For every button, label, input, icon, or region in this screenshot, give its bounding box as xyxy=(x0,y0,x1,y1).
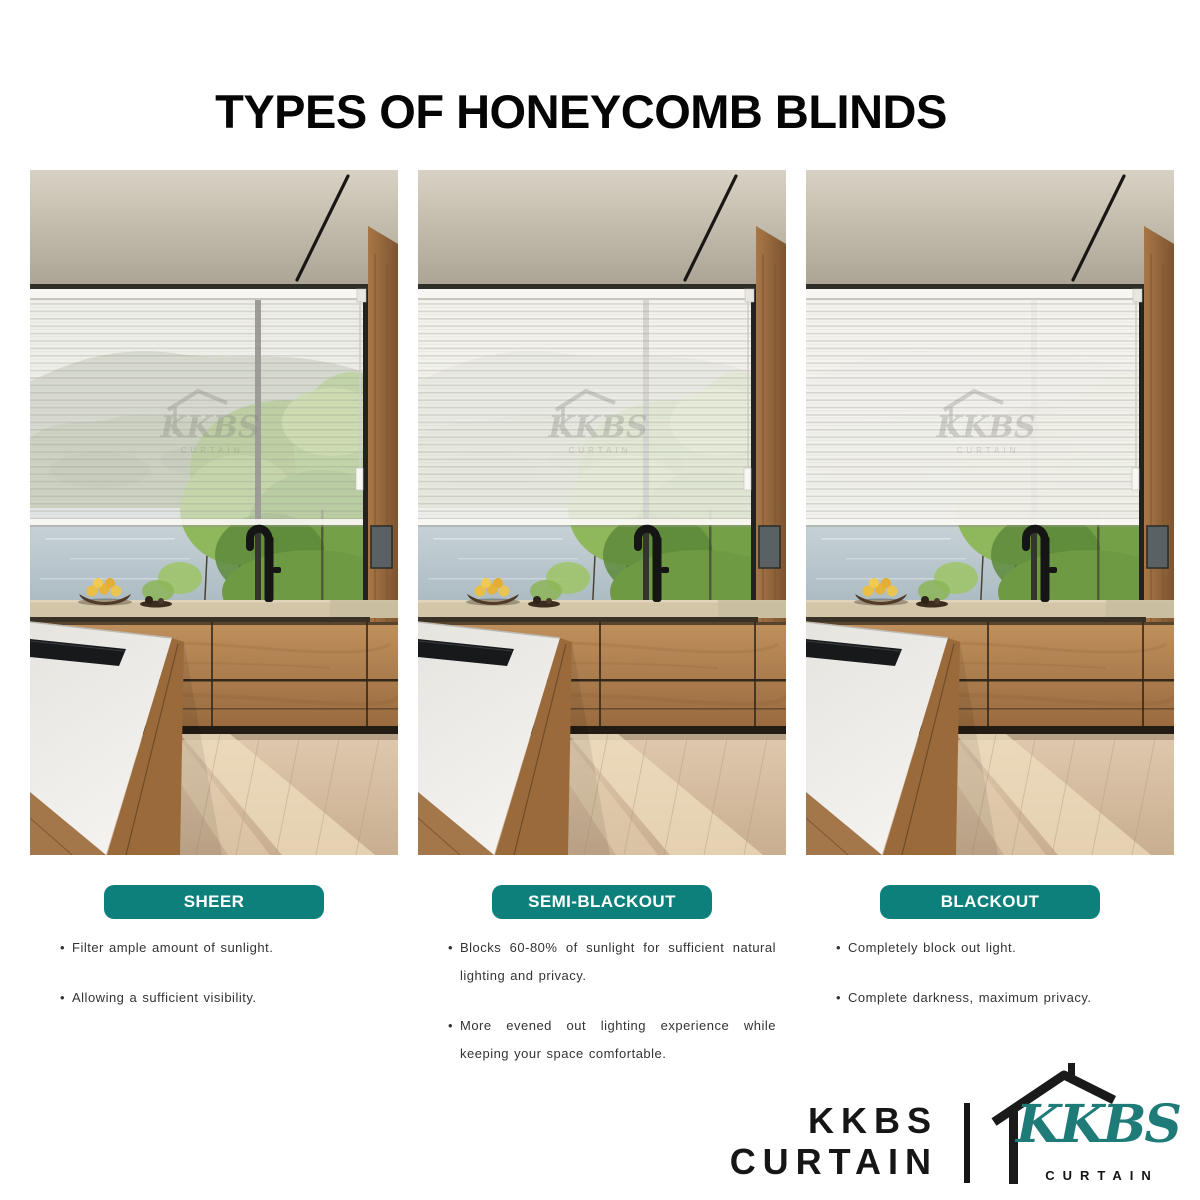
sheer-label-button[interactable]: SHEER xyxy=(104,885,324,919)
ceiling xyxy=(30,170,398,287)
logo-brand-text: KKBS xyxy=(1016,1094,1180,1155)
wordmark-line2: CURTAIN xyxy=(729,1141,938,1182)
svg-text:CURTAIN: CURTAIN xyxy=(956,446,1020,455)
svg-text:CURTAIN: CURTAIN xyxy=(568,446,632,455)
blind-wand xyxy=(1132,468,1139,490)
sheer-bullets xyxy=(60,934,388,1034)
honeycomb-blind xyxy=(30,289,366,527)
panel-blackout xyxy=(806,170,1174,1090)
wordmark-line1: KKBS xyxy=(807,1100,938,1141)
photo-semi-blackout-blind xyxy=(418,170,786,855)
brand-wordmark xyxy=(660,1100,938,1182)
kkbs-house-logo xyxy=(982,1060,1187,1194)
honeycomb-blind xyxy=(418,289,754,527)
photo-blackout-blind xyxy=(806,170,1174,855)
svg-text:KKBS: KKBS xyxy=(160,410,260,445)
kitchen-photo-illustration xyxy=(30,170,398,855)
bullet-item: • Filter ample amount of sunlight. xyxy=(60,934,388,962)
ceiling xyxy=(418,170,786,287)
logo-divider xyxy=(964,1103,970,1183)
bullet-item: • Blocks 60-80% of sunlight for sufficient natural lighting and privacy. xyxy=(448,934,776,990)
photo-sheer-blind xyxy=(30,170,398,855)
panel-semi-blackout xyxy=(418,170,786,1090)
panel-sheer xyxy=(30,170,398,1090)
panels-row xyxy=(30,170,1174,1090)
blackout-label-button[interactable]: BLACKOUT xyxy=(880,885,1100,919)
wood-column xyxy=(1144,226,1174,640)
kitchen-photo-illustration xyxy=(806,170,1174,855)
svg-text:KKBS: KKBS xyxy=(548,410,648,445)
wood-column xyxy=(368,226,398,640)
semi-blackout-bullets xyxy=(448,934,776,1090)
kitchen-photo-illustration xyxy=(418,170,786,855)
bullet-item: • More evened out lighting experience while keeping your space comfortable. xyxy=(448,1012,776,1068)
chimney-icon xyxy=(1068,1063,1075,1080)
svg-text:KKBS: KKBS xyxy=(936,410,1036,445)
page-title: TYPES OF HONEYCOMB BLINDS xyxy=(215,85,947,139)
semi-blackout-label-button[interactable]: SEMI-BLACKOUT xyxy=(492,885,712,919)
blackout-bullets xyxy=(836,934,1164,1034)
bullet-item: • Completely block out light. xyxy=(836,934,1164,962)
honeycomb-blind xyxy=(806,289,1142,527)
bullet-item: • Allowing a sufficient visibility. xyxy=(60,984,388,1012)
blind-wand xyxy=(744,468,751,490)
blind-wand xyxy=(356,468,363,490)
logo-sub-text: CURTAIN xyxy=(1045,1168,1159,1183)
ceiling xyxy=(806,170,1174,287)
svg-text:CURTAIN: CURTAIN xyxy=(180,446,244,455)
wood-column xyxy=(756,226,786,640)
bullet-item: • Complete darkness, maximum privacy. xyxy=(836,984,1164,1012)
